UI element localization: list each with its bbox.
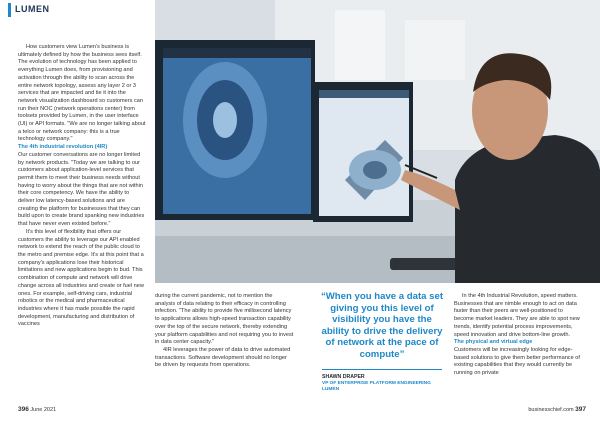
section-heading: The physical and virtual edge (454, 339, 533, 346)
site-url[interactable]: businesschief.com (528, 407, 574, 413)
footer-right (528, 406, 586, 413)
paragraph: Customers will be increasingly looking for edge-based solutions to give them better performance of existing capabilities that they would currently be running on private (454, 346, 580, 377)
pull-quote: “When you have a data set giving you this level of visibility you have the ability to drive the delivery of network at the pace of compute” (320, 291, 444, 360)
paragraph: Our customer conversations are no longer limited by network products. "Today we are talking to our customers about application-level services that permit them to meet their business needs without having to worry about the things that are not within their core competency. We have the ability to deliver low latency-based solutions and are creating the platform for businesses that they can build upon to create brand spanking new industries that have never even existed before." (18, 151, 145, 228)
brand-accent-bar (8, 3, 11, 17)
paragraph: In the 4th Industrial Revolution, speed matters. Businesses that are nimble enough to act on data faster than their peers are well-positioned to become market leaders. They are able to spot new trends, identify potential process improvements, speed innovation and drive bottom-line growth. (454, 293, 580, 338)
page-number-right: 397 (575, 406, 586, 413)
footer-left (18, 406, 56, 413)
article-column-2 (155, 293, 294, 370)
article-column-1 (18, 44, 146, 329)
brand-name: LUMEN (15, 4, 50, 14)
hero-photo (155, 0, 600, 283)
paragraph: It's this level of flexibility that offers our customers the ability to leverage our API enabled network to extend the reach of the public cloud to the metro and premise edge. It's at this point that a company's applications lose their historical limitations and new applications begin to bud. This combination of compute and network will drive change across all industries and create or fuel new ones. For example, self-driving cars, industrial robotics or the medical and pharmaceutical industries where it has made possible the rapid development, manufacturing and distribution of vaccines (18, 228, 144, 328)
paragraph: How customers view Lumen's business is ultimately defined by how the business sees itself. The evolution of technology has been applied to everything Lumen does, from provisioning and activation through the ability to scan across the entire network topology, assess any layer 2 or 3 services that are impacted and tie it into the network visualization dashboard so customers can run their NOC (network operations center) from toolsets provided by Lumen, in the user interface (UI) or API formats. "We are no longer talking about a telco or network company: this is a true technology company." (18, 44, 146, 143)
section-heading: The 4th industrial revolution (4IR) (18, 144, 108, 151)
article-column-4 (454, 293, 584, 378)
quote-divider (322, 369, 442, 370)
page-number-left: 396 (18, 406, 29, 413)
paragraph: 4IR leverages the power of data to drive automated transactions. Software development should no longer be driven by requests from operations. (155, 346, 291, 369)
issue-date: June 2021 (30, 407, 57, 413)
quote-author-role: VP OF ENTERPRISE PLATFORM ENGINEERING LUMEN (322, 381, 431, 392)
paragraph: during the current pandemic, not to mention the analysis of data relating to their efficacy in controlling infection. "The ability to provide five millisecond latency to applications allows high-speed transaction capability over the top of the secure network, thereby extending your platform capabilities and not requiring you to invest in data center capacity." (155, 293, 294, 346)
engineer-workstation-image (155, 0, 600, 283)
quote-author-name: SHAWN DRAPER (322, 374, 365, 380)
